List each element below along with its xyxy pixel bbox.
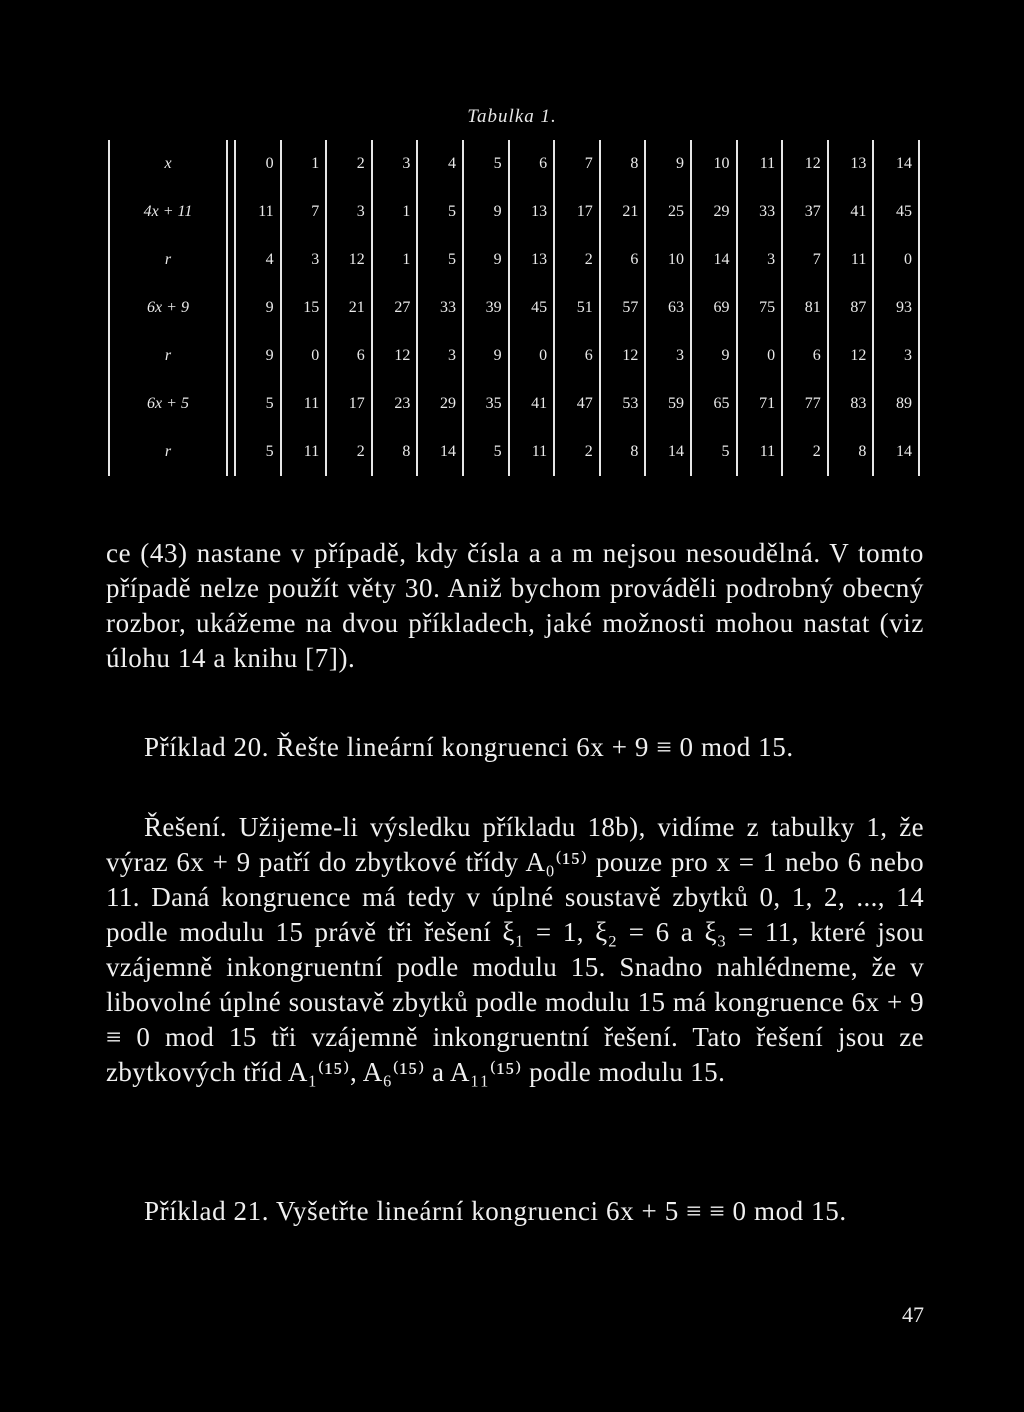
row-spacer xyxy=(227,188,235,236)
table-cell: 7 xyxy=(782,236,828,284)
table-cell: 0 xyxy=(235,140,281,188)
table-row xyxy=(109,428,919,476)
row-label: 6x + 5 xyxy=(109,380,227,428)
table-cell: 0 xyxy=(281,332,327,380)
table-cell: 93 xyxy=(873,284,919,332)
table-cell: 14 xyxy=(873,428,919,476)
table-cell: 21 xyxy=(326,284,372,332)
row-label: x xyxy=(109,140,227,188)
table-cell: 12 xyxy=(828,332,874,380)
table-cell: 8 xyxy=(828,428,874,476)
table-cell: 1 xyxy=(372,188,418,236)
table-cell: 6 xyxy=(509,140,555,188)
table-cell: 33 xyxy=(737,188,783,236)
table-cell: 0 xyxy=(873,236,919,284)
table-cell: 11 xyxy=(737,428,783,476)
table-cell: 10 xyxy=(691,140,737,188)
table-row xyxy=(109,380,919,428)
table-cell: 4 xyxy=(417,140,463,188)
table-cell: 25 xyxy=(645,188,691,236)
table-cell: 9 xyxy=(235,332,281,380)
table-cell: 83 xyxy=(828,380,874,428)
table-cell: 3 xyxy=(417,332,463,380)
table-cell: 3 xyxy=(873,332,919,380)
table-cell: 5 xyxy=(235,380,281,428)
table-cell: 57 xyxy=(600,284,646,332)
table-cell: 71 xyxy=(737,380,783,428)
table-cell: 1 xyxy=(281,140,327,188)
table-cell: 13 xyxy=(509,236,555,284)
table-cell: 3 xyxy=(645,332,691,380)
table-cell: 87 xyxy=(828,284,874,332)
table-row xyxy=(109,284,919,332)
table-cell: 6 xyxy=(782,332,828,380)
table-cell: 41 xyxy=(509,380,555,428)
table-cell: 12 xyxy=(782,140,828,188)
table-cell: 6 xyxy=(554,332,600,380)
table-cell: 12 xyxy=(372,332,418,380)
table-cell: 47 xyxy=(554,380,600,428)
table-cell: 9 xyxy=(463,236,509,284)
table-cell: 0 xyxy=(509,332,555,380)
table-cell: 8 xyxy=(600,140,646,188)
table-cell: 9 xyxy=(645,140,691,188)
table-cell: 6 xyxy=(600,236,646,284)
row-label: 6x + 9 xyxy=(109,284,227,332)
table-cell: 9 xyxy=(463,332,509,380)
row-label: r xyxy=(109,332,227,380)
table-cell: 45 xyxy=(873,188,919,236)
table-cell: 2 xyxy=(554,428,600,476)
table-cell: 15 xyxy=(281,284,327,332)
table-cell: 35 xyxy=(463,380,509,428)
table-cell: 21 xyxy=(600,188,646,236)
table-cell: 37 xyxy=(782,188,828,236)
table-cell: 89 xyxy=(873,380,919,428)
table-cell: 69 xyxy=(691,284,737,332)
table-cell: 1 xyxy=(372,236,418,284)
table-cell: 14 xyxy=(873,140,919,188)
table-cell: 11 xyxy=(235,188,281,236)
table-cell: 14 xyxy=(691,236,737,284)
table-cell: 53 xyxy=(600,380,646,428)
row-label: r xyxy=(109,236,227,284)
row-label: r xyxy=(109,428,227,476)
table-cell: 65 xyxy=(691,380,737,428)
table-cell: 9 xyxy=(235,284,281,332)
row-spacer xyxy=(227,428,235,476)
table-cell: 14 xyxy=(645,428,691,476)
table-cell: 39 xyxy=(463,284,509,332)
table-cell: 0 xyxy=(737,332,783,380)
table-caption: Tabulka 1. xyxy=(467,106,557,127)
table-cell: 8 xyxy=(372,428,418,476)
table-cell: 77 xyxy=(782,380,828,428)
example-21-statement: Příklad 21. Vyšetřte lineární kongruenci 6x + 5 ≡ ≡ 0 mod 15. xyxy=(144,1196,847,1226)
table-row xyxy=(109,188,919,236)
table-cell: 23 xyxy=(372,380,418,428)
table-cell: 3 xyxy=(281,236,327,284)
row-spacer xyxy=(227,236,235,284)
table-cell: 13 xyxy=(509,188,555,236)
remainder-table xyxy=(108,140,920,476)
table-cell: 2 xyxy=(782,428,828,476)
table-cell: 5 xyxy=(417,236,463,284)
table-cell: 27 xyxy=(372,284,418,332)
example-20-statement: Příklad 20. Řešte lineární kongruenci 6x + 9 ≡ 0 mod 15. xyxy=(144,732,794,762)
table-cell: 13 xyxy=(828,140,874,188)
table-cell: 45 xyxy=(509,284,555,332)
row-spacer xyxy=(227,332,235,380)
table-cell: 10 xyxy=(645,236,691,284)
table-cell: 3 xyxy=(326,188,372,236)
table-cell: 11 xyxy=(281,380,327,428)
table-cell: 14 xyxy=(417,428,463,476)
table-cell: 11 xyxy=(281,428,327,476)
table-cell: 11 xyxy=(509,428,555,476)
table-cell: 11 xyxy=(737,140,783,188)
table-cell: 41 xyxy=(828,188,874,236)
table-row xyxy=(109,236,919,284)
table-cell: 81 xyxy=(782,284,828,332)
table-cell: 2 xyxy=(554,236,600,284)
table-cell: 5 xyxy=(235,428,281,476)
paragraph-intro: ce (43) nastane v případě, kdy čísla a a m nejsou nesoudělná. V tomto případě nelze použít věty 30. Aniž bychom prováděli podrobný obecný rozbor, ukážeme na dvou příkladech, jaké možnosti mohou nastat (viz úlohu 14 a knihu [7]). xyxy=(106,538,924,673)
table-cell: 4 xyxy=(235,236,281,284)
row-spacer xyxy=(227,140,235,188)
table-cell: 29 xyxy=(417,380,463,428)
row-label: 4x + 11 xyxy=(109,188,227,236)
table-cell: 29 xyxy=(691,188,737,236)
table-cell: 7 xyxy=(281,188,327,236)
table-cell: 12 xyxy=(600,332,646,380)
table-cell: 11 xyxy=(828,236,874,284)
table-cell: 3 xyxy=(372,140,418,188)
table-row xyxy=(109,332,919,380)
table-cell: 6 xyxy=(326,332,372,380)
table-cell: 9 xyxy=(463,188,509,236)
example-20-solution: Řešení. Užijeme-li výsledku příkladu 18b), vidíme z tabulky 1, že výraz 6x + 9 patří do zbytkové třídy A₀⁽¹⁵⁾ pouze pro x = 1 nebo 6 nebo 11. Daná kongruence má tedy v úplné soustavě zbytků 0, 1, 2, ..., 14 podle modulu 15 právě tři řešení ξ₁ = 1, ξ₂ = 6 a ξ₃ = 11, které jsou vzájemně inkongruentní podle modulu 15. Snadno nahlédneme, že v libovolné úplné soustavě zbytků podle modulu 15 má kongruence 6x + 9 ≡ 0 mod 15 tři vzájemně inkongruentní řešení. Tato řešení jsou ze zbytkových tříd A₁⁽¹⁵⁾, A₆⁽¹⁵⁾ a A₁₁⁽¹⁵⁾ podle modulu 15. xyxy=(106,812,924,1087)
table-cell: 2 xyxy=(326,140,372,188)
row-spacer xyxy=(227,380,235,428)
table-cell: 63 xyxy=(645,284,691,332)
table-cell: 51 xyxy=(554,284,600,332)
table-cell: 9 xyxy=(691,332,737,380)
table-row xyxy=(109,140,919,188)
table-cell: 2 xyxy=(326,428,372,476)
table-cell: 5 xyxy=(417,188,463,236)
remainder-table-grid xyxy=(108,140,920,476)
table-cell: 5 xyxy=(463,140,509,188)
table-cell: 17 xyxy=(554,188,600,236)
table-cell: 75 xyxy=(737,284,783,332)
table-cell: 17 xyxy=(326,380,372,428)
page-number: 47 xyxy=(902,1302,924,1327)
row-spacer xyxy=(227,284,235,332)
table-cell: 5 xyxy=(691,428,737,476)
table-cell: 59 xyxy=(645,380,691,428)
table-cell: 33 xyxy=(417,284,463,332)
table-cell: 8 xyxy=(600,428,646,476)
table-cell: 5 xyxy=(463,428,509,476)
table-cell: 3 xyxy=(737,236,783,284)
table-cell: 12 xyxy=(326,236,372,284)
table-cell: 7 xyxy=(554,140,600,188)
